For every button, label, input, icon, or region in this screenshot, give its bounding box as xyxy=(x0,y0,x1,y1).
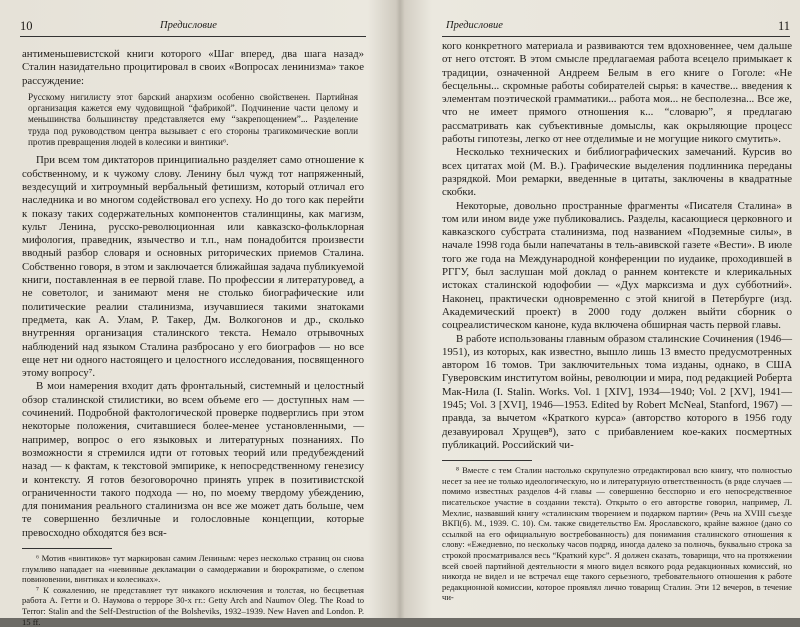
page-number: 10 xyxy=(20,19,33,33)
running-header xyxy=(20,18,366,37)
page-body xyxy=(22,48,364,627)
page-number: 11 xyxy=(777,19,790,33)
paragraph: антименьшевистской книги которого «Шаг вперед, два шага назад» Сталин назидательно процитировал в своих «Вопросах ленинизма» такое рассуждение: xyxy=(22,48,364,87)
running-head-title: Предисловие xyxy=(160,20,217,31)
paragraph: При всем том диктаторов принципиально разделяет само отношение к собственному, и к чужому слову. Ленину был чужд тот напряженный, вездесущий и хитроумный вербальный фетишизм, который отличал его наследника и во многом содействовал его успеху. Но до того как перейти к показу таких содержательных компонентов сталинщины, как магизм, культ Ленина, русско-революционная или кавказско-фольклорная мифология, праведник, язычество и т.п., нам понадобится произвести вводный разбор словаря и основных риторических приемов Сталина. Собственно говоря, в этом и заключается ближайшая задача публикуемой книги, поставленная в ее первой главе. По профессии я литературовед, а не советолог, и занимают меня не столько биографические или политические реалии сталинизма, изучавшиеся такими знатоками предмета, как А. Улам, Р. Такер, Дм. Волкогонов и др., сколько внутренняя организация сталинского текста. Немало отрывочных наблюдений над языком Сталина разбросано у его биографов — но все еще нет ни одного настоящего и целостного исследования, посвященного этому вопросу⁷. xyxy=(22,154,364,380)
paragraph: Некоторые, довольно пространные фрагменты «Писателя Сталина» в том или ином виде уже публиковались. Разделы, касающиеся церковного и кавказского субстрата сталинизма, под названием «Подземные силы», в начале 1998 года были напечатаны в тель-авивской газете «Вести». В июле того же года на Международной конференции по иудаике, проходившей в РГГУ, был заслушан мой доклад о раннем контексте и клерикальных истоках сталинской юдофобии — «Дух марксизма и дух субботний». Наконец, практически одновременно с этой книгой в Петербурге (изд. Академический проект) в 2000 году должен выйти сборник о соцреалистическом каноне, куда включена обширная часть первой главы. xyxy=(442,199,792,332)
paragraph: В работе использованы главным образом сталинские Сочинения (1946—1951), из которых, как известно, вышло лишь 13 вместо предусмотренных автором 16 томов. Три заключительных тома изданы, однако, в США Гуверовским институтом войны, революции и мира, под редакцией Роберта Мак-Нила (I. Stalin. Works. Vol. 1 [XIV], 1934—1940; Vol. 2 [XV], 1941—1945; Vol. 3 [XVI], 1946—1953. Edited by Robert McNeal, Stanford, 1967) — правда, за вычетом «Краткого курса» (авторство которого в 1956 году дезавуировал Хрущев⁸), зато с прибавлением кое-каких посмертных публикаций. Российский чи- xyxy=(442,332,792,451)
footnote-rule xyxy=(442,460,532,461)
footnote-rule xyxy=(22,548,112,549)
page-body xyxy=(442,40,792,603)
footnote: ⁷ К сожалению, не представляет тут никакого исключения и толстая, но бесцветная работа А. Гетти и О. Наумова о терроре 30-х гг.: Getty Arch and Naumov Oleg. The Road to Terror: Stalin and the Self-Destruction of the Bolsheviks, 1932–1939. New Haven and London. P. 15 ff. xyxy=(22,584,364,627)
right-page xyxy=(402,0,800,618)
left-page xyxy=(0,0,398,627)
footnote: ⁶ Мотив «винтиков» тут маркирован самим Лениным: через несколько страниц он снова глумливо нападает на «невинные декламации о самодержавии и бюрократизме, о слепом повиновении, винтиках и колесиках». xyxy=(22,552,364,585)
paragraph: кого конкретного материала и развиваются тем вдохновеннее, чем дальше от него отстоят. В этом смысле предлагаемая работа всецело примыкает к традиции, означенной Андреем Белым в его книге о Гоголе: «Не бесцельны... скромные работы собирателей сырья: в качестве... введения к элементам поэтической грамматики... работа моя... не бесполезна... Все же, что не имеет прямого отношения к... “словарю”, я предлагаю рассматривать как субъективные домыслы, как окрыляющие процесс работы гипотезы, легко от нее отделимые и не могущие никого смутить». xyxy=(442,40,792,146)
running-head-title: Предисловие xyxy=(446,20,503,31)
paragraph: Несколько технических и библиографических замечаний. Курсив во всех цитатах мой (М. В.). Графические выделения подлинника переданы разрядкой. Мои ремарки, введенные в цитаты, заключены в квадратные скобки. xyxy=(442,146,792,199)
paragraph: В мои намерения входит дать фронтальный, системный и целостный обзор сталинской стилистики, во всем объеме его — доступных нам — сочинений. Подробной фактологической проверке подверглись при этом некоторые положения, считавшиеся более-менее установленными, — например, вопрос о его языковых и литературных познаниях. По возможности я стремился идти от готовых теорий или предубеждений назад — к фактам, к текстовой эмпирике, к непосредственному генезису и контексту. Я готов безоговорочно принять упрек в позитивистской ограниченности такого подхода — но, по моему твердому убеждению, для понимания реального сталинизма он все же может дать больше, чем те совершенно безличные и голословные концепции, которые превосходно обходятся без вся- xyxy=(22,380,364,539)
block-quote: Русскому нигилисту этот барский анархизм особенно свойственен. Партийная организация кажется ему чудовищной “фабрикой”. Подчинение части целому и меньшинства большинству представляется ему “закрепощением”... Разделение труда под руководством центра вызывает с его стороны трагикомические вопли против превращения людей в колесики и винтики⁶. xyxy=(28,91,358,148)
footnote: ⁸ Вместе с тем Сталин настолько скрупулезно отредактировал всю книгу, что полностью несет за нее не только идеологическую, но и литературную ответственность (в ряде случаев — помимо известных разделов 4-й главы — совершенно бесспорно и его непосредственное писательское участие в создании текста). Открыто о его авторстве говорил, например, Л. Мехлис, назвавший книгу «сталинским творением и подарком партии» (Речь на XVIII съезде ВКП(б). М., 1939. С. 10). См. также свидетельство Ем. Ярославского, крайне важное (дано со ссылкой на его официальную востребованность) для понимания сталинского отношения к слову: «Ежедневно, по нескольку часов подряд, иногда далеко за полночь, буквально строка за строкой просматривался весь “Краткий курс”. Я должен сказать, товарищи, что на протяжении всей своей партийной деятельности я много видел всякого рода редакционных комиссий, но никогда не видел и не встречал еще такого серьезного, требовательного отношения к работе редакционной комиссии, которое проявлял лично товарищ Сталин. Эти 12 вечеров, в течение чи- xyxy=(442,465,792,603)
running-header xyxy=(442,18,790,37)
